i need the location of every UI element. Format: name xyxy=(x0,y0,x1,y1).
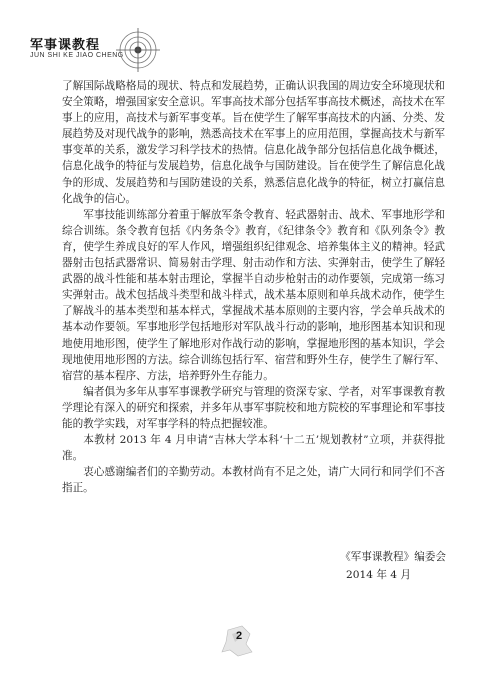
paragraph-thanks: 衷心感谢编者们的辛勤劳动。本教材尚有不足之处，请广大同行和同学们不吝指正。 xyxy=(62,466,445,495)
signature-date: 2014 年 4 月 xyxy=(346,569,411,581)
paragraph-continued: 了解国际战略格局的现状、特点和发展趋势，正确认识我国的周边安全环境现状和安全策略，增强国家安全意识。军事高技术部分包括军事高技术概述，高技术在军事上的应用，高技术与新军事变革。旨在使学生了解军事高技术的内涵、分类、发展趋势及对现代战争的影响，熟悉高技术在军事上的应用范围，掌握高技术与新军事变革的关系，激发学习科学技术的热情。信息化战争部分包括信息化战争概述，信息化战争的特征与发展趋势，信息化战争与国防建设。旨在使学生了解信息化战争的形成、发展趋势和与国防建设的关系，熟悉信息化战争的特征，树立打赢信息化战争的信心。 xyxy=(62,80,445,205)
crosshair-icon xyxy=(116,28,160,72)
paragraph-editors: 编者俱为多年从事军事课教学研究与管理的资深专家、学者，对军事课教育教学理论有深入的研究和探索，并多年从事军事院校和地方院校的军事理论和军事技能的教学实践，对军事学科的特点把握较准。 xyxy=(62,385,445,430)
header-title: 军事课教程 xyxy=(30,38,101,53)
body-text xyxy=(62,78,445,496)
paragraph-skills-training: 军事技能训练部分着重于解放军条令教育、轻武器射击、战术、军事地形学和综合训练。条令教育包括《内务条令》教育，《纪律条令》教育和《队列条令》教育，使学生养成良好的军人作风，增强组织纪律观念、培养集体主义的精神。轻武器射击包括武器常识、简易射击学理、射击动作和方法、实弹射击，使学生了解轻武器的战斗性能和基本射击理论，掌握半自动步枪射击的动作要领，完成第一练习实弹射击。战术包括战斗类型和战斗样式，战术基本原则和单兵战术动作，使学生了解战斗的基本类型和基本样式，掌握战术基本原则的主要内容，学会单兵战术的基本动作要领。军事地形学包括地形对军队战斗行动的影响，地形图基本知识和现地使用地形图，使学生了解地形对作战行动的影响，掌握地形图的基本知识，学会现地使用地形图的方法。综合训练包括行军、宿营和野外生存，使学生了解行军、宿营的基本程序、方法，培养野外生存能力。 xyxy=(62,208,445,382)
signature-committee: 《军事课教程》编委会 xyxy=(340,551,446,563)
header-subtitle: JUN SHI KE JIAO CHENG xyxy=(30,52,124,59)
signature-block xyxy=(300,548,450,584)
page-number: 2 xyxy=(236,630,243,642)
page-number-ornament xyxy=(208,622,272,662)
running-header xyxy=(28,28,138,80)
paragraph-approval: 本教材 2013 年 4 月申请“吉林大学本科‘十二五’规划教材”立项，并获得批准。 xyxy=(62,434,445,463)
